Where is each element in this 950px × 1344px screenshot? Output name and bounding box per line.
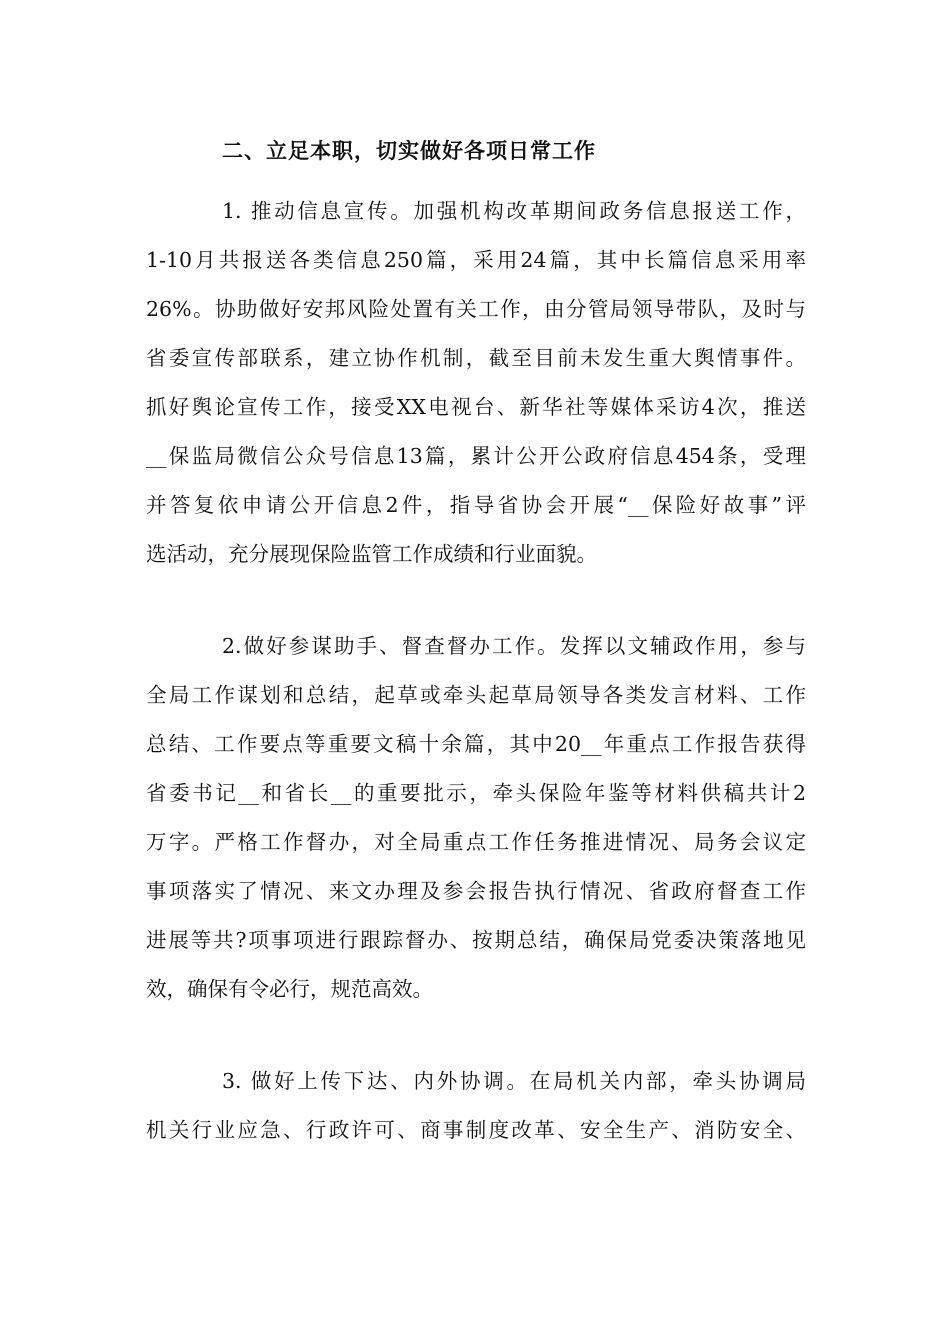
paragraph-1-line-3: 26%。协助做好安邦风险处置有关工作，由分管局领导带队，及时与 [146,297,806,321]
paragraph-2-line-4: 省委书记__和省长__的重要批示，牵头保险年鉴等材料供稿共计2 [146,781,806,805]
paragraph-2-line-7: 进展等共?项事项进行跟踪督办、按期总结，确保局党委决策落地见 [146,928,806,952]
paragraph-2-line-1: 2.做好参谋助手、督查督办工作。发挥以文辅政作用，参与 [222,634,806,658]
paragraph-1-line-8: 选活动，充分展现保险监管工作成绩和行业面貌。 [146,542,597,566]
paragraph-2-line-2: 全局工作谋划和总结，起草或牵头起草局领导各类发言材料、工作 [146,683,806,707]
paragraph-2-line-3: 总结、工作要点等重要文稿十余篇，其中20__年重点工作报告获得 [146,732,806,756]
paragraph-1-line-4: 省委宣传部联系，建立协作机制，截至目前未发生重大舆情事件。 [146,346,806,370]
paragraph-1-line-1: 1. 推动信息宣传。加强机构改革期间政务信息报送工作， [222,199,806,223]
paragraph-2-line-5: 万字。严格工作督办，对全局重点工作任务推进情况、局务会议定 [146,830,806,854]
paragraph-3-line-2: 机关行业应急、行政许可、商事制度改革、安全生产、消防安全、 [146,1118,806,1142]
paragraph-1-line-7: 并答复依申请公开信息2件，指导省协会开展“__保险好故事”评 [146,493,806,517]
paragraph-1-line-6: __保监局微信公众号信息13篇，累计公开公政府信息454条，受理 [146,444,806,468]
paragraph-2-line-8: 效，确保有令必行，规范高效。 [146,977,433,1001]
paragraph-1-line-2: 1-10月共报送各类信息250篇，采用24篇，其中长篇信息采用率 [146,248,806,272]
paragraph-1-line-5: 抓好舆论宣传工作，接受XX电视台、新华社等媒体采访4次，推送 [146,395,806,419]
paragraph-2-line-6: 事项落实了情况、来文办理及参会报告执行情况、省政府督查工作 [146,879,806,903]
paragraph-3-line-1: 3. 做好上传下达、内外协调。在局机关内部，牵头协调局 [222,1069,806,1093]
section-heading: 二、立足本职，切实做好各项日常工作 [222,138,596,163]
